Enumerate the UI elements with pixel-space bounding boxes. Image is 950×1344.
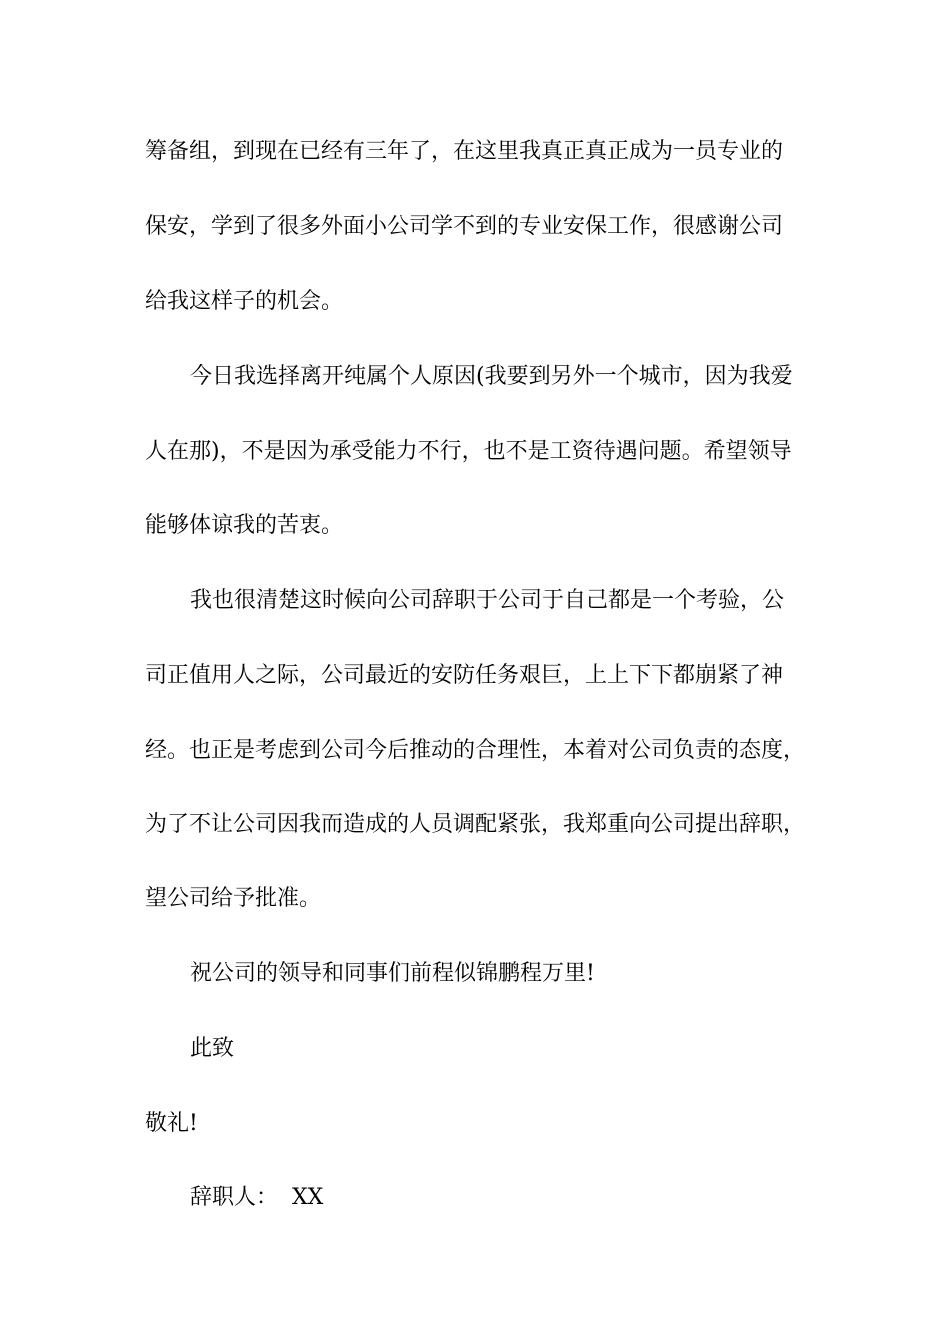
paragraph-line: 能够体谅我的苦衷。 [145, 513, 344, 538]
paragraph-line: 望公司给予批准。 [145, 886, 322, 911]
salutation-ci-zhi: 此致 [190, 1036, 235, 1061]
salutation-jing-li: 敬礼! [145, 1111, 198, 1136]
paragraph-line: 人在那)，不是因为承受能力不行，也不是工资待遇问题。希望领导 [145, 439, 792, 464]
signature-line: 辞职人： XX [190, 1185, 324, 1210]
paragraph-line: 司正值用人之际，公司最近的安防任务艰巨，上上下下都崩紧了神 [145, 663, 784, 688]
paragraph-line: 我也很清楚这时候向公司辞职于公司于自己都是一个考验，公 [190, 588, 785, 613]
paragraph-line: 给我这样子的机会。 [145, 289, 344, 314]
paragraph-line: 为了不让公司因我而造成的人员调配紧张，我郑重向公司提出辞职， [145, 812, 806, 837]
closing-wish: 祝公司的领导和同事们前程似锦鹏程万里! [190, 961, 595, 986]
paragraph-line: 保安，学到了很多外面小公司学不到的专业安保工作，很感谢公司 [145, 214, 784, 239]
paragraph-line: 筹备组，到现在已经有三年了，在这里我真正真正成为一员专业的 [145, 139, 784, 164]
paragraph-line: 今日我选择离开纯属个人原因(我要到另外一个城市，因为我爱 [190, 364, 793, 389]
paragraph-line: 经。也正是考虑到公司今后推动的合理性，本着对公司负责的态度， [145, 738, 806, 763]
